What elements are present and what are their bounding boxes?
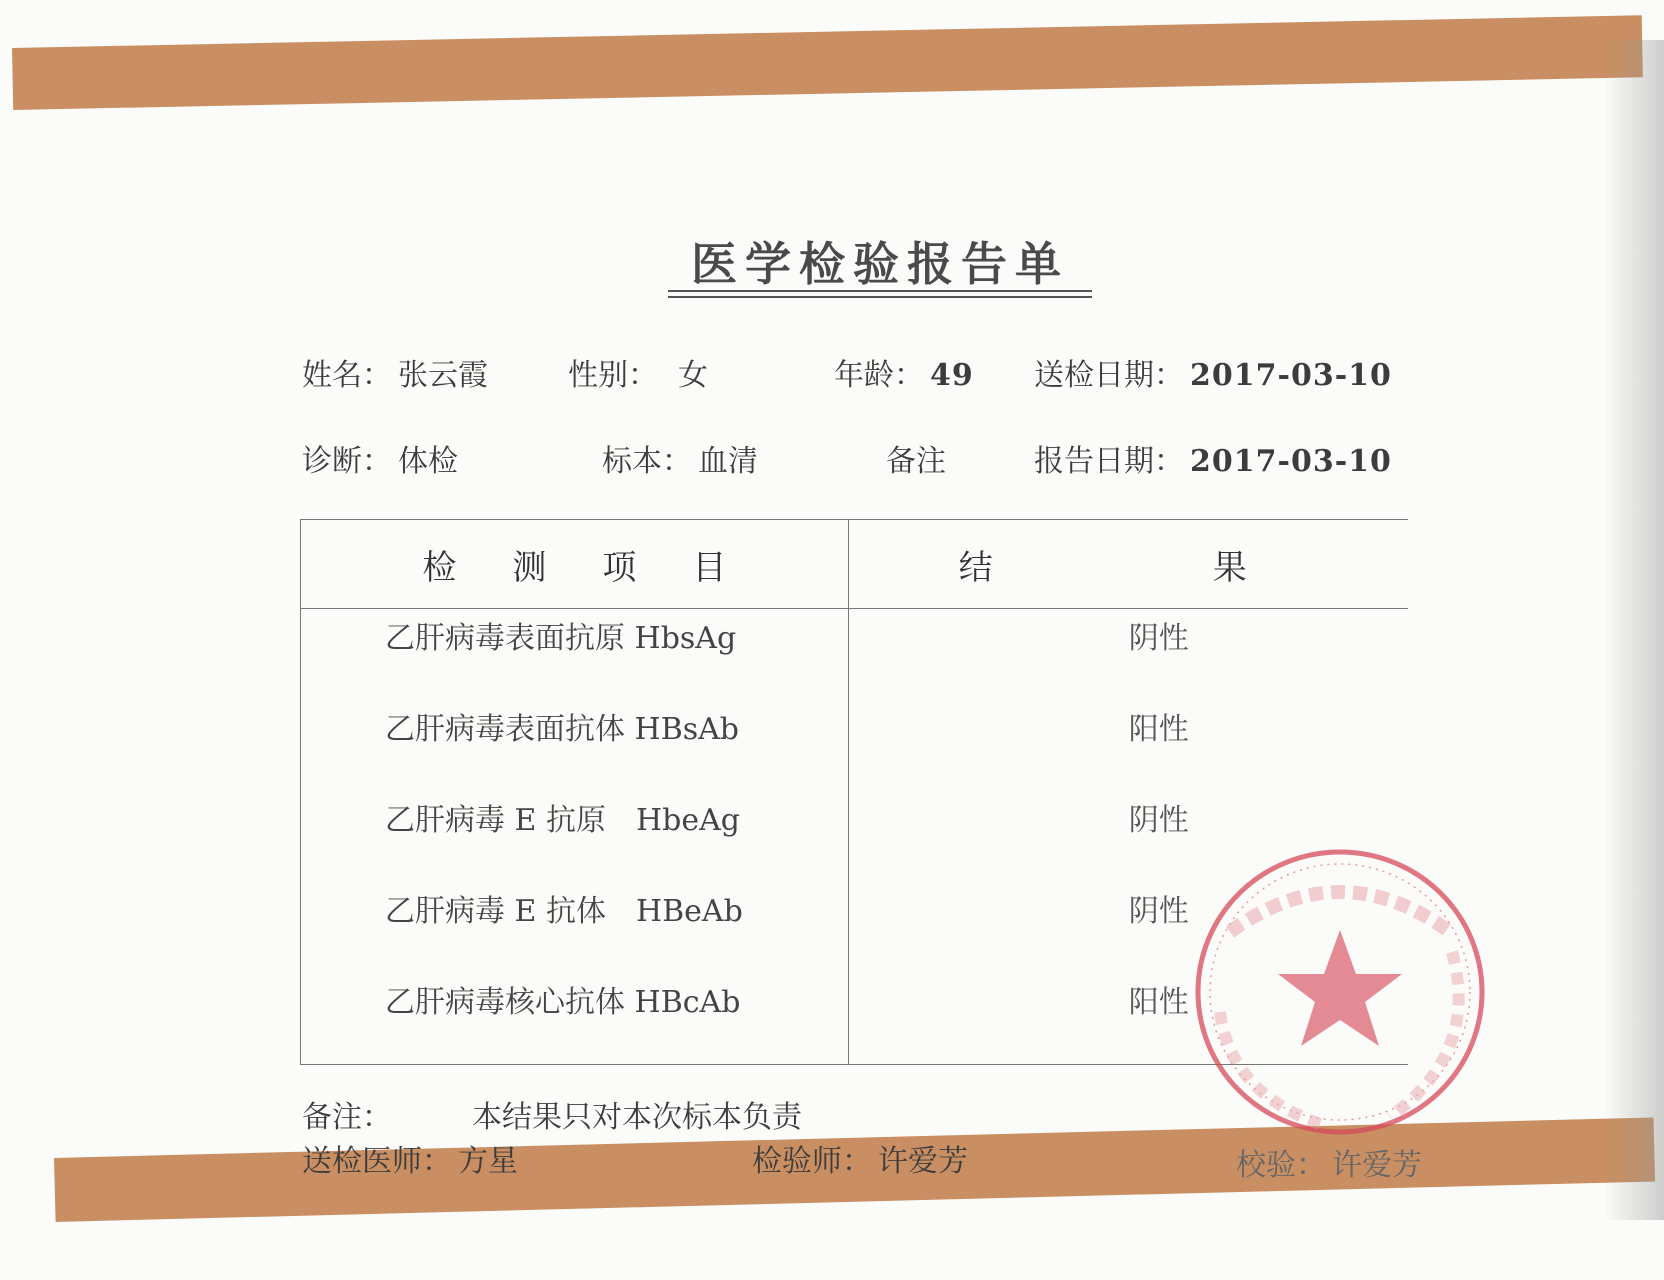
scan-edge-shadow — [1604, 40, 1664, 1220]
note-field — [886, 436, 952, 480]
star-icon — [1278, 930, 1402, 1046]
title-underline-2 — [668, 296, 1092, 298]
send-date-label: 送检日期： — [1034, 358, 1184, 393]
header-char: 测 — [512, 547, 547, 588]
doctor-label: 送检医师： — [302, 1144, 452, 1179]
diagnosis-value: 体检 — [398, 444, 458, 479]
test-result: 阴性 — [848, 609, 1408, 701]
test-item: 乙肝病毒 E 抗原 HbeAg — [301, 791, 849, 882]
sex-field — [568, 350, 708, 394]
specimen-label: 标本： — [602, 444, 692, 479]
report-date-label: 报告日期： — [1034, 444, 1184, 479]
report-date-field — [1034, 436, 1392, 480]
doctor-value: 方星 — [458, 1144, 518, 1179]
table-header-row — [301, 520, 1409, 609]
report-title: 医学检验报告单 — [691, 237, 1069, 291]
name-value: 张云霞 — [398, 358, 488, 393]
remark-label: 备注： — [302, 1100, 392, 1135]
send-date-value: 2017-03-10 — [1190, 358, 1392, 393]
report-title-block — [668, 228, 1092, 300]
report-date-value: 2017-03-10 — [1190, 444, 1392, 479]
sex-label: 性别： — [568, 358, 658, 393]
title-underline — [668, 290, 1092, 292]
header-char: 目 — [692, 547, 727, 588]
note-label: 备注 — [886, 444, 946, 479]
header-char: 检 — [422, 547, 457, 588]
top-tape — [12, 15, 1643, 110]
doctor-field — [302, 1136, 518, 1180]
technician-value: 许爱芳 — [878, 1144, 968, 1179]
table-row — [301, 700, 1409, 791]
age-label: 年龄： — [834, 358, 924, 393]
table-row — [301, 609, 1409, 701]
technician-field — [752, 1136, 968, 1180]
test-item: 乙肝病毒表面抗原 HbsAg — [301, 609, 849, 701]
specimen-value: 血清 — [698, 444, 758, 479]
header-result — [848, 520, 1408, 609]
header-char: 结 — [958, 547, 993, 588]
checker-field — [1236, 1140, 1422, 1184]
checker-label: 校验： — [1236, 1148, 1326, 1183]
test-item: 乙肝病毒核心抗体 HBcAb — [301, 973, 849, 1065]
test-result: 阴性 — [848, 882, 1408, 973]
header-item — [301, 520, 849, 609]
age-value: 49 — [930, 358, 974, 393]
test-item: 乙肝病毒表面抗体 HBsAb — [301, 700, 849, 791]
test-result: 阳性 — [848, 700, 1408, 791]
test-result: 阴性 — [848, 791, 1408, 882]
checker-value: 许爱芳 — [1332, 1148, 1422, 1183]
sex-value: 女 — [678, 358, 708, 393]
header-char: 项 — [602, 547, 637, 588]
age-field — [834, 350, 974, 394]
remark-value: 本结果只对本次标本负责 — [472, 1100, 802, 1135]
technician-label: 检验师： — [752, 1144, 872, 1179]
official-seal — [1188, 842, 1492, 1142]
test-item: 乙肝病毒 E 抗体 HBeAb — [301, 882, 849, 973]
name-field — [302, 350, 488, 394]
send-date-field — [1034, 350, 1392, 394]
remark-field — [302, 1092, 802, 1136]
diagnosis-label: 诊断： — [302, 444, 392, 479]
header-char: 果 — [1212, 547, 1247, 588]
specimen-field — [602, 436, 758, 480]
diagnosis-field — [302, 436, 458, 480]
test-result: 阳性 — [848, 973, 1408, 1065]
name-label: 姓名： — [302, 358, 392, 393]
